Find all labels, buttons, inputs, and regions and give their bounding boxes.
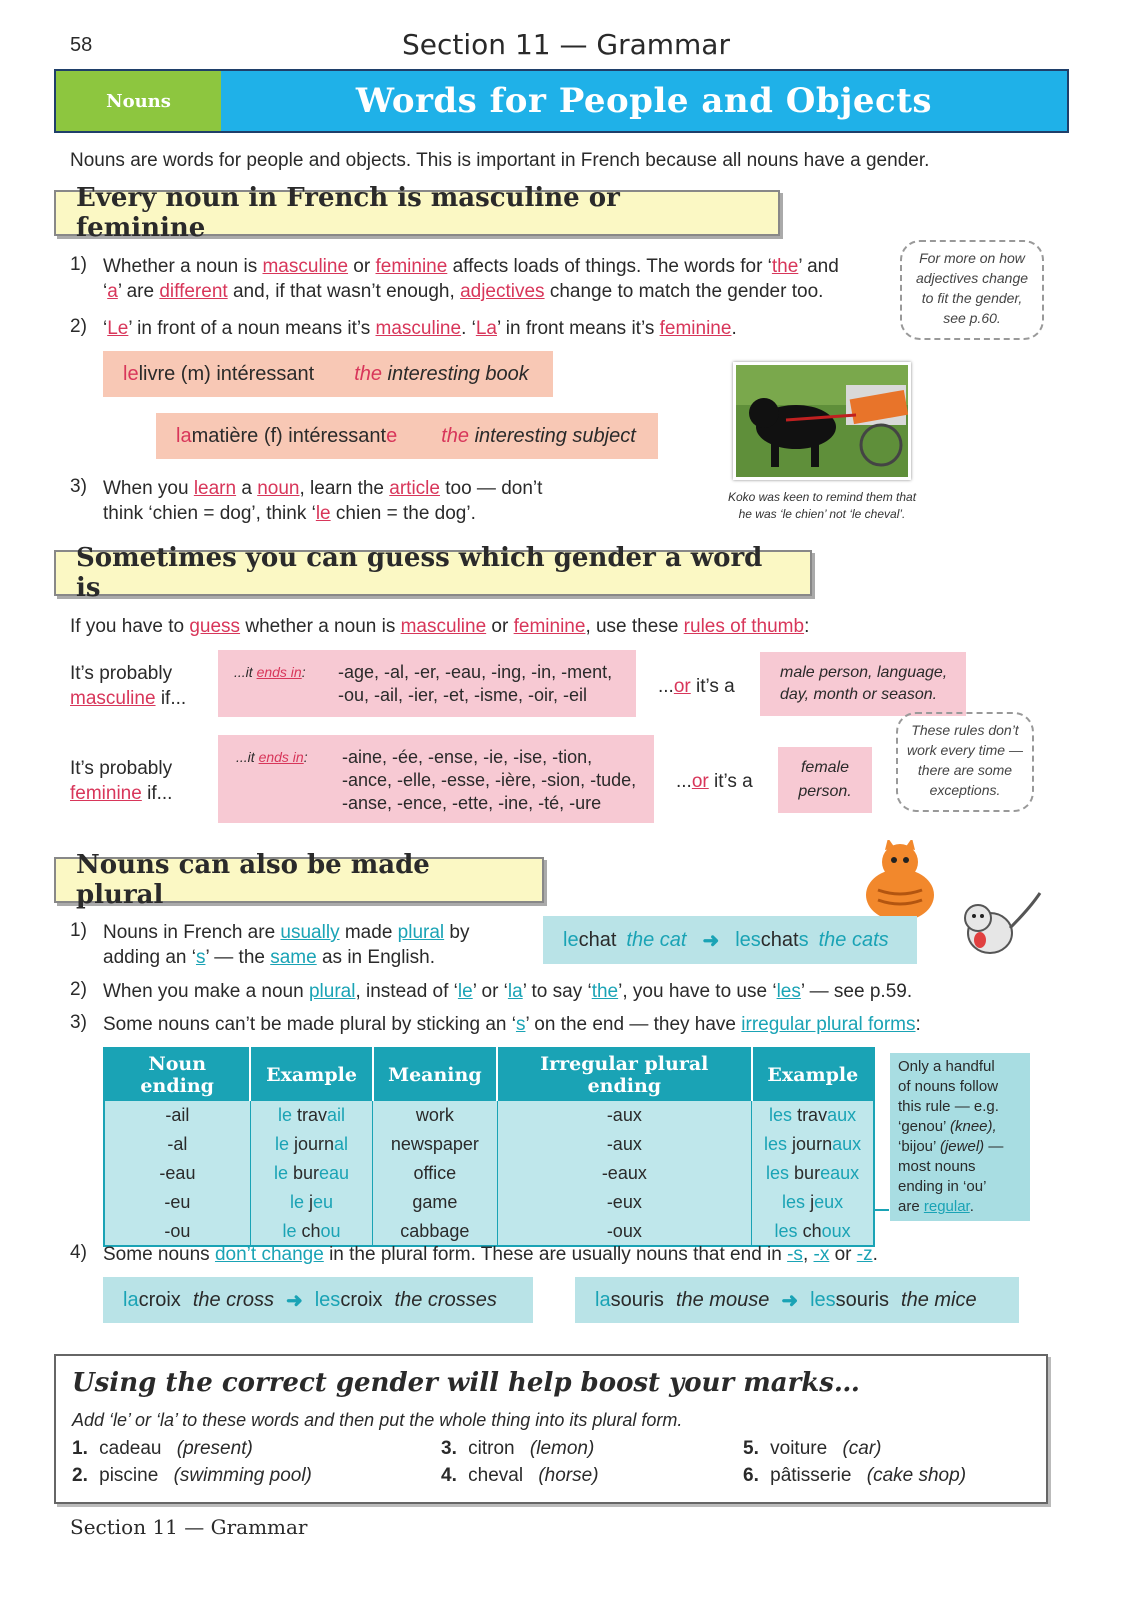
section3-item4: Some nouns don’t change in the plural form. These are usually nouns that end in -s, -x or -z. — [103, 1244, 878, 1265]
meaning-cell: office — [373, 1159, 497, 1188]
masculine-or: ...or it’s a — [658, 676, 735, 697]
section3-item1: Nouns in French are usually made plural by adding an ‘s’ — the same as in English. — [103, 922, 470, 968]
plural-ending-cell: -eux — [497, 1188, 752, 1217]
masculine-label: It’s probably masculine if... — [70, 663, 187, 709]
masculine-other-box: male person, language, day, month or season. — [760, 652, 966, 716]
exam-item: 2. piscine (swimming pool) — [72, 1465, 312, 1486]
item-number: 2) — [70, 979, 87, 1000]
example-le-livre: le livre (m) intéressant the interesting book — [103, 351, 553, 397]
item-number: 1) — [70, 254, 87, 275]
section3-heading: Nouns can also be made plural — [54, 857, 544, 903]
example-cell: le chou — [250, 1217, 372, 1246]
exam-title: Using the correct gender will help boost your marks… — [72, 1368, 860, 1398]
item-number: 3) — [70, 476, 87, 497]
section-title: Section 11 — Grammar — [402, 28, 730, 61]
noun-ending-cell: -ail — [104, 1101, 250, 1130]
exam-item: 5. voiture (car) — [743, 1438, 882, 1459]
cats-illustration — [950, 888, 1046, 972]
meaning-cell: cabbage — [373, 1217, 497, 1246]
plural-ending-cell: -eaux — [497, 1159, 752, 1188]
example-la-matiere: la matière (f) intéressant e the interesting subject — [156, 413, 658, 459]
item-number: 4) — [70, 1242, 87, 1263]
dog-cart-photo — [733, 362, 911, 480]
intro-text: Nouns are words for people and objects. This is important in French because all nouns have a gender. — [70, 150, 930, 171]
plural-ending-cell: -aux — [497, 1130, 752, 1159]
feminine-endings-box: ...it ends in: -aine, -ée, -ense, -ie, -ise, -tion, -ance, -elle, -esse, -ière, -sion, -tude, -anse, -ence, -ette, -ine, -té, -ure — [218, 735, 654, 823]
regular-ou-note: Only a handful of nouns follow this rule — e.g. ‘genou’ (knee), ‘bijou’ (jewel) — most nouns ending in ‘ou’ are regular. — [890, 1053, 1030, 1221]
exam-instruction: Add ‘le’ or ‘la’ to these words and then put the whole thing into its plural form. — [72, 1410, 683, 1430]
feminine-or: ...or it’s a — [676, 771, 753, 792]
section1-item2: ‘Le’ in front of a noun means it’s masculine. ‘La’ in front means it’s feminine. — [103, 318, 737, 339]
exam-item: 3. citron (lemon) — [441, 1438, 595, 1459]
plural-ending-cell: -oux — [497, 1217, 752, 1246]
example-cell: le bureau — [250, 1159, 372, 1188]
noun-ending-cell: -al — [104, 1130, 250, 1159]
table-row — [104, 1130, 874, 1159]
plural-ending-cell: -aux — [497, 1101, 752, 1130]
section3-item3: Some nouns can’t be made plural by sticking an ‘s’ on the end — they have irregular plural forms: — [103, 1014, 921, 1035]
cat-illustration — [848, 840, 948, 925]
section2-intro: If you have to guess whether a noun is masculine or feminine, use these rules of thumb: — [70, 616, 810, 637]
footer-section: Section 11 — Grammar — [70, 1515, 308, 1539]
table-row — [104, 1101, 874, 1130]
title-banner — [54, 69, 1069, 133]
masculine-endings-box: ...it ends in: -age, -al, -er, -eau, -ing, -in, -ment, -ou, -ail, -ier, -et, -isme, -oir, -eil — [218, 650, 636, 717]
exceptions-note: These rules don’t work every time — there are some exceptions. — [896, 712, 1034, 812]
noun-ending-cell: -eau — [104, 1159, 250, 1188]
section2-heading: Sometimes you can guess which gender a word is — [54, 550, 812, 596]
table-connector — [875, 1209, 889, 1211]
table-header: Meaning — [373, 1048, 497, 1101]
item-number: 2) — [70, 316, 87, 337]
noun-ending-cell: -eu — [104, 1188, 250, 1217]
exam-item: 4. cheval (horse) — [441, 1465, 599, 1486]
adjectives-note: For more on how adjectives change to fit the gender, see p.60. — [900, 240, 1044, 340]
table-row — [104, 1188, 874, 1217]
table-header: Noun ending — [104, 1048, 250, 1101]
arrow-right-icon: ➜ — [781, 1289, 799, 1312]
arrow-right-icon: ➜ — [285, 1289, 303, 1312]
example-cell: le journal — [250, 1130, 372, 1159]
plural-example-cell: les bureaux — [766, 1163, 860, 1183]
banner-tag: Nouns — [56, 71, 221, 131]
table-row — [104, 1159, 874, 1188]
exam-item: 6. pâtisserie (cake shop) — [743, 1465, 967, 1486]
plural-example-cell: les journaux — [764, 1134, 862, 1154]
section1-heading: Every noun in French is masculine or feminine — [54, 190, 780, 236]
feminine-other-box: female person. — [778, 747, 872, 813]
plural-example-cell: les choux — [774, 1220, 851, 1241]
item-number: 3) — [70, 1012, 87, 1033]
table-header: Example — [250, 1048, 372, 1101]
example-chat: le chat the cat ➜ les chat s the cats — [543, 916, 917, 964]
item-number: 1) — [70, 920, 87, 941]
irregular-plural-table — [103, 1047, 875, 1247]
section1-item1: Whether a noun is masculine or feminine affects loads of things. The words for ‘the’ and ‘a’ are different and, if that wasn’t enough, adjectives change to match the gender too. — [103, 256, 839, 302]
page-number: 58 — [70, 34, 93, 56]
meaning-cell: game — [373, 1188, 497, 1217]
example-cell: le travail — [250, 1101, 372, 1130]
noun-ending-cell: -ou — [104, 1217, 250, 1246]
plural-example-cell: les travaux — [769, 1105, 857, 1125]
exam-item: 1. cadeau (present) — [72, 1438, 253, 1459]
section3-item2: When you make a noun plural, instead of ‘le’ or ‘la’ to say ‘the’, you have to use ‘les’ — see p.59. — [103, 981, 913, 1002]
photo-caption: Koko was keen to remind them that he was ‘le chien’ not ‘le cheval’. — [727, 490, 917, 521]
meaning-cell: newspaper — [373, 1130, 497, 1159]
table-header: Example — [752, 1048, 874, 1101]
feminine-label: It’s probably feminine if... — [70, 758, 173, 804]
arrow-right-icon: ➜ — [702, 929, 720, 952]
page-title: Words for People and Objects — [221, 71, 1067, 131]
example-souris: la souris the mouse ➜ les souris the mice — [575, 1277, 1019, 1323]
section1-item3: When you learn a noun, learn the article too — don’t think ‘chien = dog’, think ‘le chien = the dog’. — [103, 478, 543, 524]
exam-practice-box — [54, 1354, 1048, 1504]
example-croix: la croix the cross ➜ les croix the crosses — [103, 1277, 533, 1323]
table-header: Irregular plural ending — [497, 1048, 752, 1101]
example-cell: le jeu — [250, 1188, 372, 1217]
meaning-cell: work — [373, 1101, 497, 1130]
plural-example-cell: les jeux — [782, 1192, 844, 1212]
